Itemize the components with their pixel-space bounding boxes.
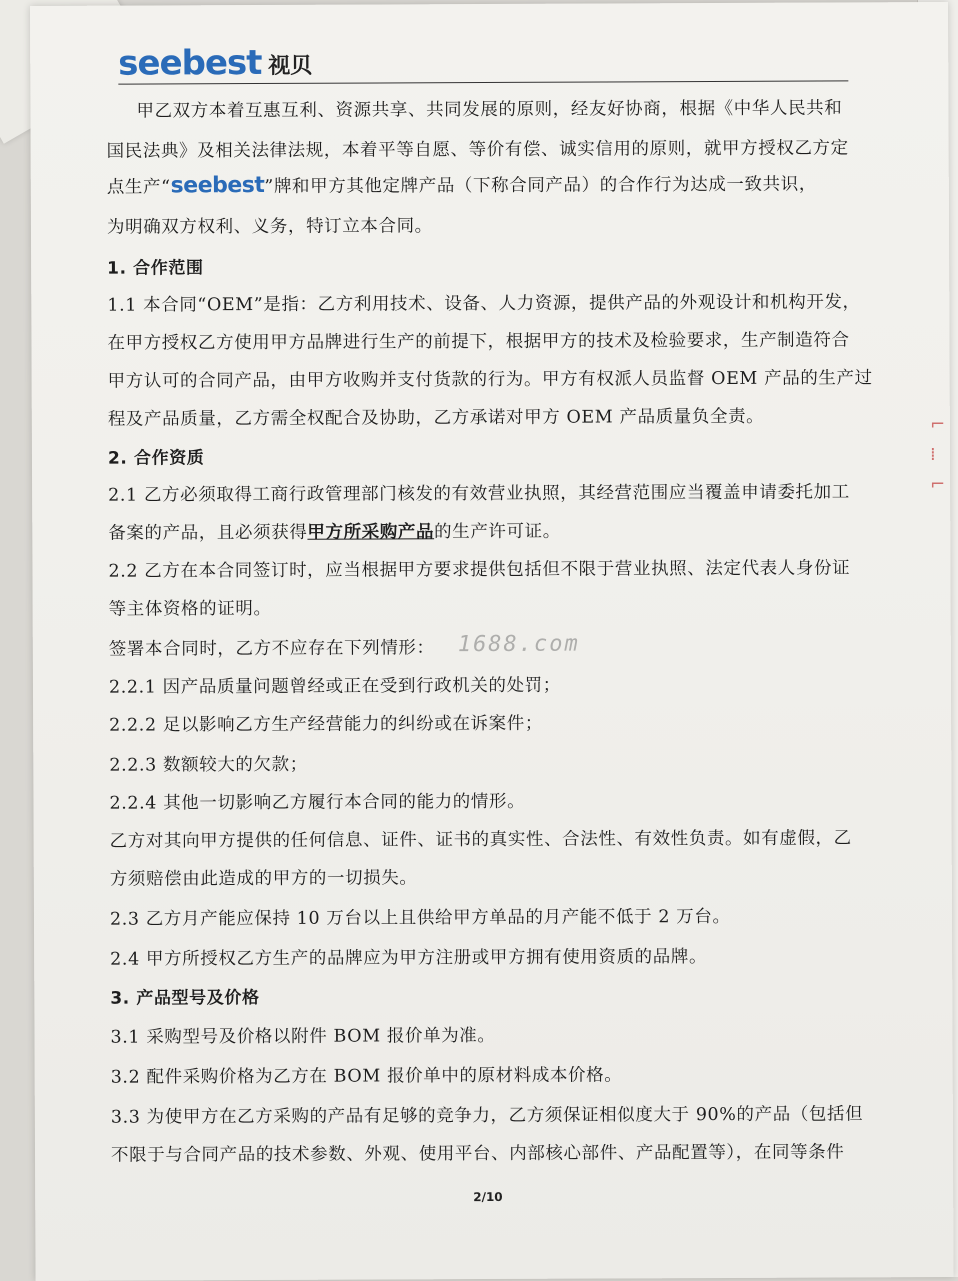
text-line: 乙方对其向甲方提供的任何信息、证件、证书的真实性、合法性、有效性负责。如有虚假，乙 bbox=[109, 828, 852, 852]
text-line: 3.1 采购型号及价格以附件 BOM 报价单为准。 bbox=[110, 1025, 496, 1048]
document-page bbox=[30, 2, 954, 1281]
inline-brand-logo: seebest bbox=[170, 172, 265, 199]
text-line: 甲乙双方本着互惠互利、资源共享、共同发展的原则，经友好协商，根据《中华人民共和 bbox=[136, 98, 843, 122]
text-line: 为明确双方权利、义务，特订立本合同。 bbox=[106, 216, 433, 238]
watermark-text: 1688.com bbox=[457, 631, 580, 658]
text-line: 2.4 甲方所授权乙方生产的品牌应为甲方注册或甲方拥有使用资质的品牌。 bbox=[110, 947, 708, 970]
text-line: 3.2 配件采购价格为乙方在 BOM 报价单中的原材料成本价格。 bbox=[110, 1065, 623, 1088]
brand-logo-cn: 视贝 bbox=[268, 53, 313, 79]
text-line: 备案的产品，且必须获得甲方所采购产品的生产许可证。 bbox=[108, 521, 561, 544]
text-line: 2.2.2 足以影响乙方生产经营能力的纠纷或在诉案件； bbox=[109, 713, 543, 736]
text-line: 程及产品质量，乙方需全权配合及协助，乙方承诺对甲方 OEM 产品质量负全责。 bbox=[107, 406, 765, 430]
brand-logo-en: seebest bbox=[118, 42, 262, 84]
text-line: 2.2.3 数额较大的欠款； bbox=[109, 754, 308, 776]
section-heading: 1. 合作范围 bbox=[107, 258, 204, 279]
text-line: 国民法典》及相关法律法规，本着平等自愿、等价有偿、诚实信用的原则，就甲方授权乙方定 bbox=[106, 138, 849, 162]
text-line: 2.3 乙方月产能应保持 10 万台以上且供给甲方单品的月产能不低于 2 万台。 bbox=[109, 906, 731, 930]
section-heading: 3. 产品型号及价格 bbox=[110, 988, 260, 1009]
section-heading: 2. 合作资质 bbox=[107, 448, 205, 469]
text-line: 2.2.4 其他一切影响乙方履行本合同的能力的情形。 bbox=[109, 791, 526, 814]
page-header bbox=[118, 40, 878, 85]
text-line: 3.3 为使甲方在乙方采购的产品有足够的竞争力，乙方须保证相似度大于 90%的产品（包括但 bbox=[110, 1104, 864, 1128]
text-line: 签署本合同时，乙方不应存在下列情形： bbox=[108, 638, 435, 660]
text-line: 在甲方授权乙方使用甲方品牌进行生产的前提下，根据甲方的技术及检验要求，生产制造符合 bbox=[107, 330, 850, 354]
text-line: 2.2 乙方在本合同签订时，应当根据甲方要求提供包括但不限于营业执照、法定代表人身份证 bbox=[108, 558, 851, 582]
text-line: 2.1 乙方必须取得工商行政管理部门核发的有效营业执照，其经营范围应当覆盖申请委托加工 bbox=[108, 482, 850, 506]
text-line: 甲方认可的合同产品，由甲方收购并支付货款的行为。甲方有权派人员监督 OEM 产品的生产过 bbox=[107, 368, 873, 392]
page-number: 2/10 bbox=[473, 1189, 503, 1205]
text-line: 不限于与合同产品的技术参数、外观、使用平台、内部核心部件、产品配置等），在同等条件 bbox=[110, 1142, 845, 1166]
text-line: 点生产“seebest”牌和甲方其他定牌产品（下称合同产品）的合作行为达成一致共识， bbox=[106, 172, 817, 199]
text-line: 2.2.1 因产品质量问题曾经或正在受到行政机关的处罚； bbox=[108, 675, 561, 698]
text-line: 等主体资格的证明。 bbox=[108, 598, 272, 620]
text-line: 方须赔偿由此造成的甲方的一切损失。 bbox=[109, 868, 418, 890]
red-seal-edge: ⌐ ⁞ ⌐ bbox=[930, 414, 946, 495]
underlined-term: 甲方所采购产品 bbox=[307, 522, 435, 543]
text-line: 1.1 本合同“OEM”是指：乙方利用技术、设备、人力资源，提供产品的外观设计和机构开发， bbox=[107, 292, 861, 316]
